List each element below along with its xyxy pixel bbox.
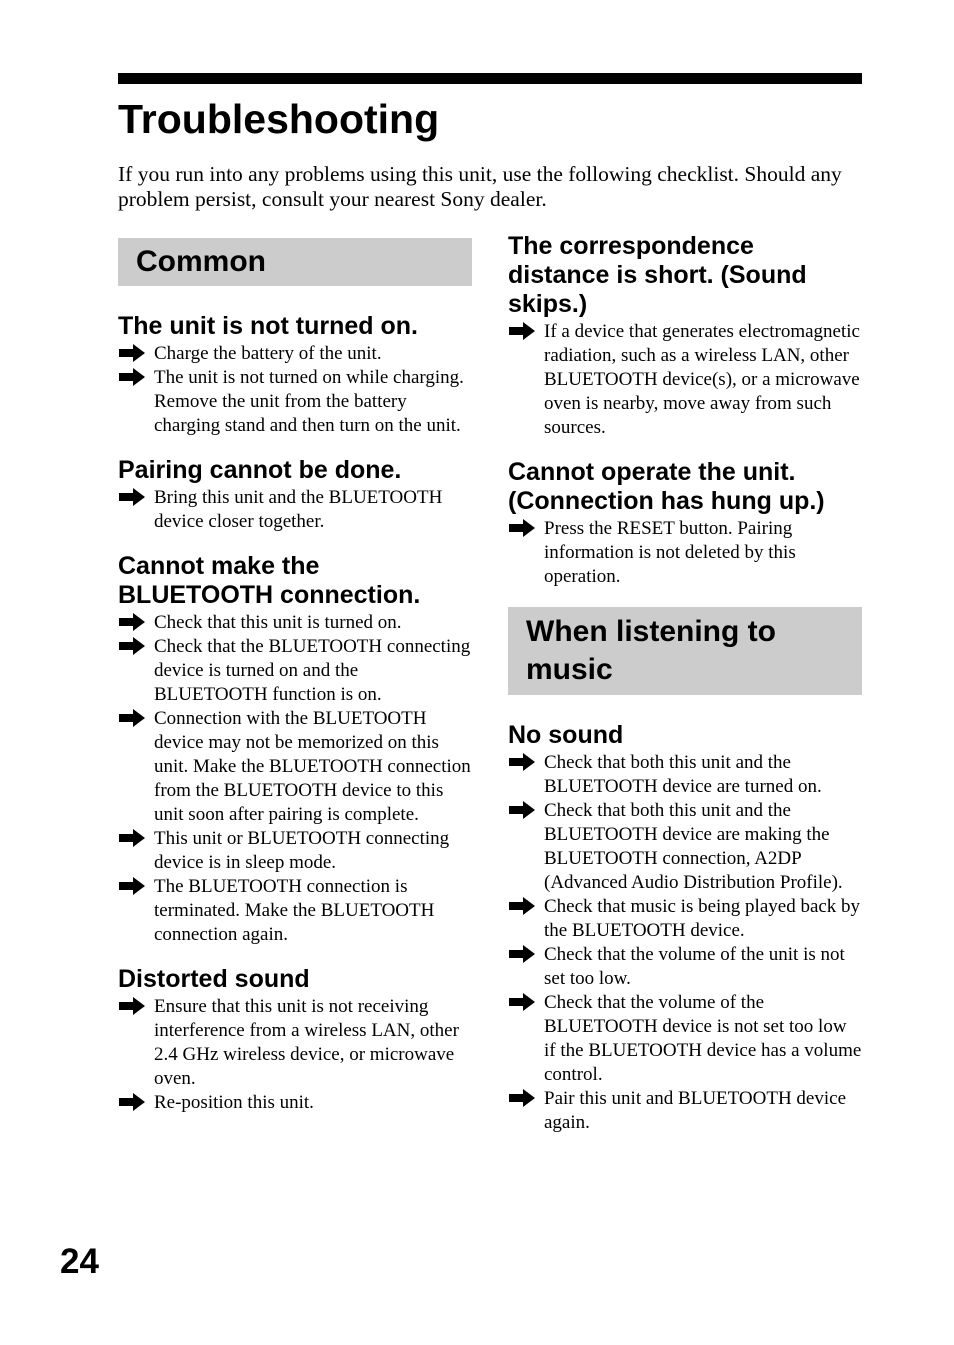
- remedy-item: [508, 895, 862, 943]
- right-arrow-icon: [118, 487, 146, 507]
- remedy-text: If a device that generates electromagnetic radiation, such as a wireless LAN, other BLUETOOTH device(s), or a microwave oven is nearby, move away from such sources.: [544, 321, 860, 438]
- right-arrow-icon: [508, 518, 536, 538]
- remedy-text: Re-position this unit.: [154, 1092, 314, 1113]
- remedy-text: Check that this unit is turned on.: [154, 612, 402, 633]
- troubleshooting-topic: [118, 965, 472, 1115]
- right-column: [508, 232, 862, 1153]
- topic-heading: Cannot operate the unit. (Connection has hung up.): [508, 458, 825, 515]
- section-heading-common: Common: [118, 238, 472, 286]
- remedy-list: [508, 517, 862, 589]
- right-arrow-icon: [118, 708, 146, 728]
- remedy-text: Check that both this unit and the BLUETOOTH device are turned on.: [544, 752, 822, 797]
- right-arrow-icon: [118, 996, 146, 1016]
- remedy-item: [118, 366, 472, 438]
- remedy-item: [118, 875, 472, 947]
- topic-heading: Cannot make the BLUETOOTH connection.: [118, 552, 421, 609]
- right-arrow-icon: [118, 612, 146, 632]
- topic-heading: Distorted sound: [118, 965, 310, 993]
- troubleshooting-topic: [118, 312, 472, 438]
- right-arrow-icon: [508, 321, 536, 341]
- remedy-list: [118, 486, 472, 534]
- right-arrow-icon: [118, 636, 146, 656]
- remedy-item: [508, 799, 862, 895]
- page-number: 24: [60, 1242, 99, 1281]
- remedy-text: The BLUETOOTH connection is terminated. Make the BLUETOOTH connection again.: [154, 876, 435, 945]
- remedy-list: [118, 342, 472, 438]
- right-topics-after: [508, 721, 862, 1135]
- remedy-text: Bring this unit and the BLUETOOTH device closer together.: [154, 487, 443, 532]
- remedy-item: [118, 707, 472, 827]
- remedy-text: Check that the volume of the unit is not set too low.: [544, 944, 845, 989]
- remedy-item: [508, 320, 862, 440]
- right-arrow-icon: [508, 1088, 536, 1108]
- top-rule: [118, 73, 862, 84]
- section-heading-listening: When listening to music: [508, 607, 862, 695]
- remedy-text: Check that music is being played back by the BLUETOOTH device.: [544, 896, 861, 941]
- remedy-item: [118, 486, 472, 534]
- remedy-text: Check that the BLUETOOTH connecting device is turned on and the BLUETOOTH function is on.: [154, 636, 471, 705]
- troubleshooting-topic: [508, 458, 862, 589]
- remedy-list: [508, 751, 862, 1135]
- troubleshooting-topic: [118, 552, 472, 947]
- remedy-text: Connection with the BLUETOOTH device may not be memorized on this unit. Make the BLUETOOTH connection from the BLUETOOTH device to this unit soon after pairing is complete.: [154, 708, 471, 825]
- remedy-text: Pair this unit and BLUETOOTH device again.: [544, 1088, 847, 1133]
- left-topics: [118, 312, 472, 1115]
- troubleshooting-topic: [508, 721, 862, 1135]
- remedy-text: The unit is not turned on while charging. Remove the unit from the battery charging stand and then turn on the unit.: [154, 367, 464, 436]
- remedy-text: Check that both this unit and the BLUETOOTH device are making the BLUETOOTH connection, A2DP (Advanced Audio Distribution Profile).: [544, 800, 843, 893]
- right-arrow-icon: [118, 367, 146, 387]
- remedy-text: Charge the battery of the unit.: [154, 343, 382, 364]
- troubleshooting-topic: [118, 456, 472, 534]
- topic-heading: No sound: [508, 721, 624, 749]
- remedy-list: [508, 320, 862, 440]
- remedy-item: [118, 611, 472, 635]
- remedy-item: [118, 342, 472, 366]
- remedy-item: [508, 1087, 862, 1135]
- left-column: [118, 238, 472, 1133]
- topic-heading: Pairing cannot be done.: [118, 456, 402, 484]
- topic-heading: The correspondence distance is short. (Sound skips.): [508, 232, 807, 318]
- page-title: Troubleshooting: [118, 96, 440, 142]
- remedy-item: [508, 751, 862, 799]
- remedy-list: [118, 995, 472, 1115]
- remedy-item: [508, 517, 862, 589]
- right-arrow-icon: [508, 896, 536, 916]
- right-topics-before: [508, 232, 862, 589]
- remedy-item: [118, 827, 472, 875]
- remedy-item: [118, 1091, 472, 1115]
- remedy-text: Check that the volume of the BLUETOOTH device is not set too low if the BLUETOOTH device has a volume control.: [544, 992, 862, 1085]
- intro-text: If you run into any problems using this unit, use the following checklist. Should any problem persist, consult your nearest Sony dealer.: [118, 162, 842, 211]
- right-arrow-icon: [118, 1092, 146, 1112]
- remedy-item: [508, 991, 862, 1087]
- remedy-item: [118, 995, 472, 1091]
- right-arrow-icon: [118, 343, 146, 363]
- right-arrow-icon: [508, 944, 536, 964]
- right-arrow-icon: [118, 828, 146, 848]
- right-arrow-icon: [508, 800, 536, 820]
- right-arrow-icon: [118, 876, 146, 896]
- remedy-text: Ensure that this unit is not receiving interference from a wireless LAN, other 2.4 GHz wireless device, or microwave oven.: [154, 996, 459, 1089]
- remedy-text: Press the RESET button. Pairing information is not deleted by this operation.: [544, 518, 796, 587]
- right-arrow-icon: [508, 992, 536, 1012]
- remedy-list: [118, 611, 472, 947]
- remedy-text: This unit or BLUETOOTH connecting device is in sleep mode.: [154, 828, 450, 873]
- topic-heading: The unit is not turned on.: [118, 312, 418, 340]
- remedy-item: [118, 635, 472, 707]
- troubleshooting-topic: [508, 232, 862, 440]
- remedy-item: [508, 943, 862, 991]
- right-arrow-icon: [508, 752, 536, 772]
